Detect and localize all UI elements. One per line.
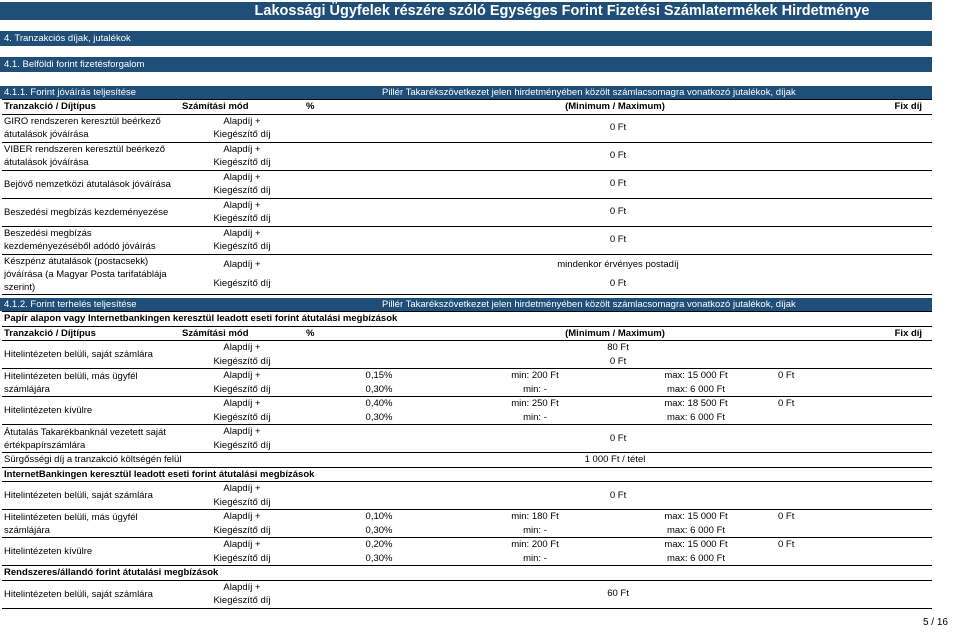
- transaction-label: Hitelintézeten belüli, saját számlára: [2, 482, 180, 510]
- maximum-value: max: 6 000 Ft: [616, 524, 776, 538]
- table-row: [2, 226, 932, 240]
- calc-method: Alapdíj +: [223, 370, 261, 381]
- calc-method: Alapdíj +: [223, 483, 261, 494]
- section-heading: 4. Tranzakciós díjak, jutalékok: [4, 33, 131, 44]
- col-header: %: [304, 326, 454, 341]
- calc-method: Kiegészítő díj: [180, 411, 304, 425]
- transaction-label: Hitelintézeten belüli, más ügyfél számlájára: [2, 510, 180, 538]
- transaction-label: Beszedési megbízás kezdeményezéséből adódó jóváírás: [2, 226, 180, 254]
- ib-section-title: InternetBankingen keresztül leadott eseti forint átutalási megbízások: [2, 467, 932, 482]
- fixed-fee: [776, 524, 932, 538]
- maximum-value: max: 15 000 Ft: [664, 539, 728, 550]
- table-row: [2, 580, 932, 594]
- col-header: %: [304, 100, 454, 115]
- ib-section-title-row: [2, 467, 932, 482]
- part1-note: Pillér Takarékszövetkezet jelen hirdetményében közölt számlacsomagra vonatkozó jutalékok, díjak: [382, 87, 796, 98]
- table-row: [2, 142, 932, 156]
- transaction-label: Hitelintézeten kívülre: [2, 538, 180, 566]
- col-header: (Minimum / Maximum): [454, 100, 776, 115]
- col-header: (Minimum / Maximum): [454, 326, 776, 341]
- minimum-value: min: -: [454, 552, 616, 566]
- calc-method: Kiegészítő díj: [180, 552, 304, 566]
- percent-value: 0,30%: [304, 552, 454, 566]
- standing-section-title-row: [2, 566, 932, 581]
- transaction-label: Bejövő nemzetközi átutalások jóváírása: [2, 170, 180, 198]
- fee-value: 0 Ft: [304, 142, 932, 170]
- fee-value: 0 Ft: [304, 425, 932, 453]
- transaction-label: Hitelintézeten belüli, más ügyfél számlájára: [2, 369, 180, 397]
- fee-value: 60 Ft: [304, 580, 932, 608]
- col-header: Fix díj: [776, 100, 932, 115]
- percent-value: 0,15%: [365, 370, 393, 381]
- percent-value: 0,30%: [304, 411, 454, 425]
- part2-note: Pillér Takarékszövetkezet jelen hirdetményében közölt számlacsomagra vonatkozó jutalékok, díjak: [382, 299, 796, 310]
- urgent-value: 1 000 Ft / tétel: [454, 453, 776, 468]
- fee-value: mindenkor érvényes postadíj: [557, 258, 679, 270]
- calc-method: Kiegészítő díj: [180, 212, 304, 226]
- fixed-fee: [776, 383, 932, 397]
- minimum-value: min: -: [454, 383, 616, 397]
- calc-method: Alapdíj +: [223, 581, 261, 593]
- maximum-value: max: 15 000 Ft: [664, 511, 728, 522]
- calc-method: Alapdíj +: [223, 227, 261, 239]
- calc-method: Kiegészítő díj: [180, 128, 304, 142]
- calc-method: Alapdíj +: [223, 171, 261, 183]
- calc-method: Kiegészítő díj: [180, 594, 304, 608]
- calc-method: Kiegészítő díj: [180, 184, 304, 198]
- fixed-fee: 0 Ft: [778, 370, 795, 381]
- maximum-value: max: 6 000 Ft: [616, 552, 776, 566]
- fee-value: 0 Ft: [304, 114, 932, 142]
- calc-method: Kiegészítő díj: [180, 439, 304, 453]
- table-row: [2, 170, 932, 184]
- part1-heading: 4.1.1. Forint jóváírás teljesítése: [4, 87, 137, 98]
- minimum-value: min: 200 Ft: [511, 370, 559, 381]
- document-title-band: [0, 2, 932, 20]
- fixed-fee: 0 Ft: [778, 398, 795, 409]
- calc-method: Kiegészítő díj: [180, 240, 304, 254]
- calc-method: Alapdíj +: [223, 199, 261, 211]
- urgent-row: [2, 453, 932, 468]
- paper-section-title-row: [2, 312, 932, 327]
- transaction-label: Készpénz átutalások (postacsekk) jóváírása (a Magyar Posta tarifatáblája szerint): [2, 254, 180, 294]
- maximum-value: max: 18 500 Ft: [664, 398, 728, 409]
- table-row: [2, 510, 932, 524]
- minimum-value: min: -: [454, 411, 616, 425]
- section-heading-band: [0, 31, 932, 46]
- calc-method: Kiegészítő díj: [180, 496, 304, 510]
- table-row: [2, 198, 932, 212]
- table-row: [2, 397, 932, 411]
- minimum-value: min: -: [454, 524, 616, 538]
- calc-method: Alapdíj +: [223, 342, 261, 353]
- calc-method: Kiegészítő díj: [180, 383, 304, 397]
- minimum-value: min: 250 Ft: [511, 398, 559, 409]
- standing-section-title: Rendszeres/állandó forint átutalási megbízások: [2, 566, 932, 581]
- table-row: [2, 254, 932, 274]
- table-row: [2, 341, 932, 355]
- calc-method: Alapdíj +: [223, 539, 261, 550]
- fixed-fee: [776, 552, 932, 566]
- transaction-label: VIBER rendszeren keresztül beérkező átutalások jóváírása: [2, 142, 180, 170]
- table-row: [2, 114, 932, 128]
- fee-value: 0 Ft: [304, 274, 932, 294]
- fee-value: 0 Ft: [304, 482, 932, 510]
- part1-table: [2, 99, 932, 295]
- fixed-fee: 0 Ft: [778, 511, 795, 522]
- table-row: [2, 369, 932, 383]
- calc-method: Alapdíj +: [223, 258, 261, 270]
- calc-method: Kiegészítő díj: [180, 274, 304, 294]
- percent-value: 0,10%: [365, 511, 393, 522]
- transaction-label: GIRO rendszeren keresztül beérkező átutalások jóváírása: [2, 114, 180, 142]
- part2-heading: 4.1.2. Forint terhelés teljesítése: [4, 299, 137, 310]
- fixed-fee: 0 Ft: [778, 539, 795, 550]
- maximum-value: max: 6 000 Ft: [616, 383, 776, 397]
- transaction-label: Hitelintézeten kívülre: [2, 397, 180, 425]
- minimum-value: min: 200 Ft: [511, 539, 559, 550]
- part2-heading-band: [0, 298, 932, 311]
- transaction-label: Hitelintézeten belüli, saját számlára: [2, 580, 180, 608]
- subsection-heading-band: [0, 57, 932, 72]
- calc-method: Alapdíj +: [223, 115, 261, 127]
- calc-method: Kiegészítő díj: [180, 355, 304, 369]
- calc-method: Alapdíj +: [223, 511, 261, 522]
- transaction-label: Beszedési megbízás kezdeményezése: [2, 198, 180, 226]
- percent-value: 0,30%: [304, 383, 454, 397]
- page-number: 5 / 16: [922, 617, 948, 628]
- minimum-value: min: 180 Ft: [511, 511, 559, 522]
- col-header: Számítási mód: [180, 100, 304, 115]
- urgent-label: Sürgősségi díj a tranzakció költségén felül: [2, 453, 454, 468]
- subsection-heading: 4.1. Belföldi forint fizetésforgalom: [4, 59, 145, 70]
- part1-header-row: [2, 100, 932, 115]
- calc-method: Alapdíj +: [223, 398, 261, 409]
- calc-method: Kiegészítő díj: [180, 156, 304, 170]
- part2-header-row: [2, 326, 932, 341]
- percent-value: 0,40%: [365, 398, 393, 409]
- col-header: Tranzakció / Díjtípus: [2, 326, 180, 341]
- col-header: Tranzakció / Díjtípus: [2, 100, 180, 115]
- percent-value: 0,30%: [304, 524, 454, 538]
- part1-heading-band: [0, 86, 932, 99]
- calc-method: Alapdíj +: [223, 143, 261, 155]
- fee-value: 0 Ft: [304, 226, 932, 254]
- maximum-value: max: 6 000 Ft: [616, 411, 776, 425]
- calc-method: Alapdíj +: [223, 426, 261, 437]
- transaction-label: Hitelintézeten belüli, saját számlára: [2, 341, 180, 369]
- fee-value: 0 Ft: [304, 170, 932, 198]
- maximum-value: max: 15 000 Ft: [664, 370, 728, 381]
- transaction-label: Átutalás Takarékbanknál vezetett saját értékpapírszámlára: [2, 425, 180, 453]
- fixed-fee: [776, 411, 932, 425]
- col-header: Fix díj: [776, 326, 932, 341]
- col-header: Számítási mód: [180, 326, 304, 341]
- document-title: Lakossági Ügyfelek részére szóló Egységes Forint Fizetési Számlatermékek Hirdetménye: [254, 3, 870, 19]
- fee-value: 80 Ft: [607, 342, 629, 353]
- fee-value: 0 Ft: [304, 355, 932, 369]
- percent-value: 0,20%: [365, 539, 393, 550]
- fee-value: 0 Ft: [304, 198, 932, 226]
- table-row: [2, 425, 932, 439]
- paper-section-title: Papír alapon vagy Internetbankingen keresztül leadott eseti forint átutalási megbízások: [2, 312, 932, 327]
- table-row: [2, 482, 932, 496]
- part2-table: [2, 311, 932, 609]
- table-row: [2, 538, 932, 552]
- calc-method: Kiegészítő díj: [180, 524, 304, 538]
